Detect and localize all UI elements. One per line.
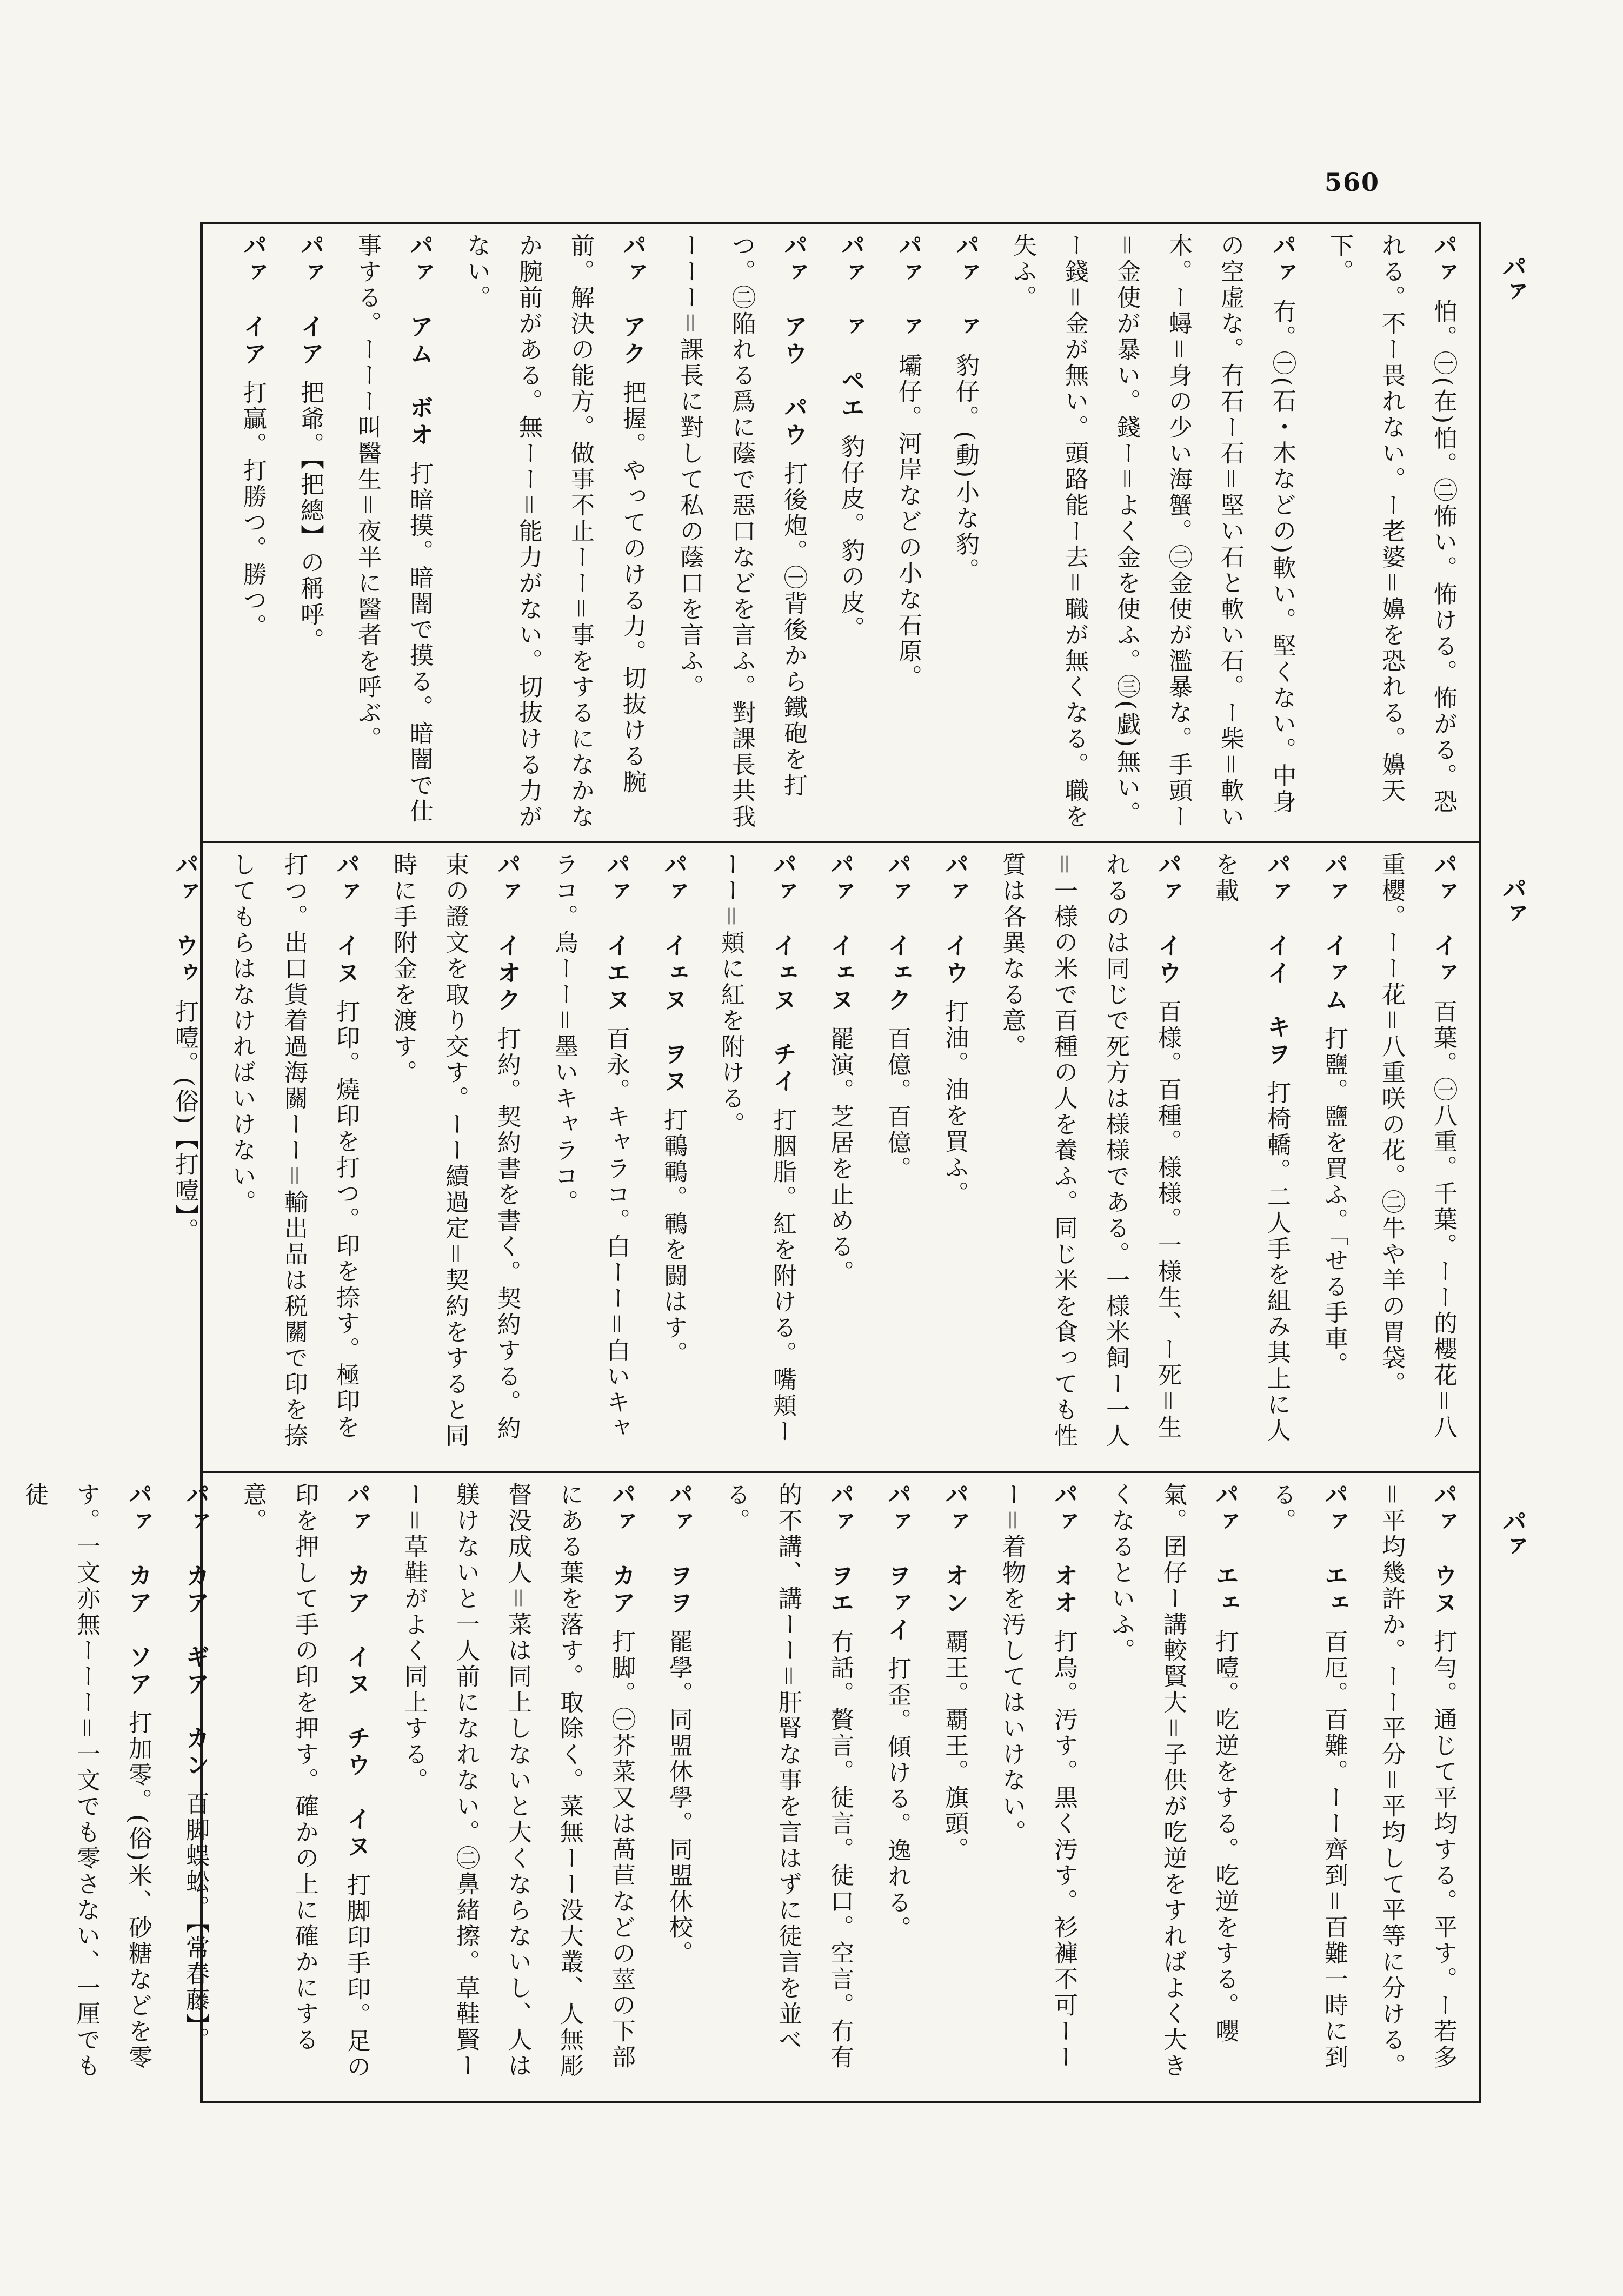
dictionary-entry <box>704 852 808 1461</box>
entry-reading: パァ エェ <box>1211 1482 1239 1617</box>
entry-reading: パァ ァ <box>894 233 922 341</box>
entry-definition: 壩仔。河岸などの小な石原。 <box>894 353 922 691</box>
dictionary-entry <box>663 233 819 831</box>
entry-reading: パァ イア <box>296 233 324 368</box>
dictionary-entry <box>377 852 533 1461</box>
dictionary-entry <box>1365 852 1469 1461</box>
entry-reading: パァ イイ キヲ <box>1263 852 1291 1069</box>
entry-definition: 打噎。(俗)【打噎】。 <box>171 999 198 1244</box>
entry-definition: 打約。契約書を書く。契約する。約束の證文を取り交す。ーー續過定＝契約をすると同時に手附金を渡す。 <box>389 852 521 1449</box>
entry-definition: 百様。百種。様様。一様生、ー死＝生れるのは同じで死方は様様である。一様米飼ー一人＝一様の米で百種の人を養ふ。同じ米を食っても性質は各異なる意。 <box>998 852 1181 1449</box>
dictionary-entry <box>227 1482 382 2092</box>
entry-definition: 冇。㊀(石・木などの)軟い。堅くない。中身の空虚な。冇石ー石＝堅い石と軟い石。ー柴＝軟い木。ー蟳＝身の少い海蟹。㊁金使が濫暴な。手頭ー＝金使が暴い。錢ー＝よく金を使ふ。㊂(戯)無い。ー錢＝金が無い。頭路能ー去＝職が無くなる。職を失ふ。 <box>1009 233 1296 830</box>
entry-reading: パァ アム ボオ <box>405 233 433 449</box>
entry-reading: パァ ァ <box>952 233 979 341</box>
dictionary-entry <box>1095 1482 1250 2092</box>
entry-reading: パァ ヲァイ <box>883 1482 911 1644</box>
dictionary-entry <box>986 1482 1089 2092</box>
entry-definition: 打脚。㊀芥菜又は萵苣などの莖の下部にある葉を落す。取除く。菜無ーー没大叢、人無彫督没成人＝菜は同上しないと大くならないし、人は躾けないと一人前になれない。㊁鼻緒擦。草鞋賢ーー＝草鞋がよく同上する。 <box>400 1482 635 2079</box>
entry-reading: パァ イァ <box>1429 852 1457 987</box>
entry-reading: パァ カア ギア カン <box>182 1482 209 1780</box>
entry-reading: パァ ヲエ <box>826 1482 854 1617</box>
entry-definition: 豹仔皮。豹の皮。 <box>837 434 864 642</box>
dictionary-entry <box>928 1482 980 2092</box>
dictionary-entry <box>939 233 991 831</box>
dictionary-entry <box>169 1482 221 2092</box>
entry-reading: パァ オオ <box>1050 1482 1077 1617</box>
dictionary-entry <box>653 1482 704 2092</box>
entry-definition: 打歪。傾ける。逸れる。 <box>883 1656 911 1942</box>
dictionary-entry <box>450 233 658 831</box>
entry-definition: 打鹽。鹽を買ふ。「せる手車。 <box>1320 1026 1348 1378</box>
entry-definition: 百億。百億。 <box>883 1026 911 1182</box>
dictionary-entry <box>928 852 980 1461</box>
entry-reading: パァ イェク <box>883 852 911 1014</box>
dictionary-section-top <box>208 224 1473 840</box>
entry-definition: 打烏。汚す。黒く汚す。衫褲不可ーーー＝着物を汚してはいけない。 <box>998 1482 1077 2071</box>
running-heading: パァ <box>1498 876 1528 926</box>
entry-reading: パァ ヲヲ <box>665 1482 693 1617</box>
entry-reading: パァ ウヌ <box>1429 1482 1457 1617</box>
dictionary-entry <box>986 852 1193 1461</box>
entry-definition: 豹仔。(動)小な豹。 <box>952 353 979 584</box>
entry-definition: 打加零。(俗)米、砂糖などを零す。一文亦無ーーー＝一文でも零さない、一厘でも徒 <box>21 1482 152 2079</box>
entry-reading: パァ カア イヌ チウ イヌ <box>343 1482 370 1861</box>
entry-reading: パァ イウ <box>941 852 968 987</box>
entry-reading: パァ イェヌ チイ <box>769 852 796 1096</box>
entry-definition: 打胭脂。紅を附ける。嘴頬ーーー＝頬に紅を附ける。 <box>717 852 796 1445</box>
entry-definition: 百葉。㊀八重。千葉。ーー的櫻花＝八重櫻。ーー花＝八重咲の花。㊁牛や羊の胃袋。 <box>1378 852 1457 1441</box>
entry-reading: パァ ァ ペエ <box>837 233 864 422</box>
dictionary-entry <box>814 852 866 1461</box>
dictionary-entry <box>284 233 336 831</box>
entry-reading: パァ <box>1268 233 1296 287</box>
entry-definition: 打油。油を買ふ。 <box>941 999 968 1207</box>
dictionary-entry <box>1365 1482 1469 2092</box>
section-divider <box>200 1471 1481 1473</box>
entry-definition: 怕。㊀(在)怕。㊁怖い。怖ける。怖がる。恐れる。不ー畏れない。ー老婆＝嬶を恐れる。嬶天下。 <box>1326 233 1457 815</box>
section-divider <box>200 841 1481 843</box>
entry-definition: 百脚蜈蚣。【常春藤】。 <box>182 1791 209 2053</box>
entry-reading: パァ イェヌ ヲヌ <box>660 852 687 1096</box>
entry-reading: パァ エェ <box>1320 1482 1348 1617</box>
entry-definition: 打印。燒印を打つ。印を捺す。極印を打つ。出口貨着過海關ーー＝輸出品は税關で印を捺してもらはなければいけない。 <box>228 852 360 1449</box>
dictionary-entry <box>341 233 445 831</box>
entry-definition: 把握。やってのける力。切抜ける腕前。解決の能方。做事不止ーー＝事をするになかなか腕前がある。無ーー＝能力がない。切抜ける力がない。 <box>463 233 646 830</box>
entry-definition: 打勻。通じて平均する。平す。ー若多＝平均幾許か。ーー平分＝平均して平等に分ける。 <box>1378 1482 1457 2079</box>
entry-reading: パァ カア <box>608 1482 635 1617</box>
dictionary-entry <box>871 852 923 1461</box>
dictionary-entry <box>1313 233 1469 831</box>
dictionary-entry <box>647 852 699 1461</box>
entry-reading: パァ アウ パウ <box>780 233 807 449</box>
dictionary-entry <box>996 233 1308 831</box>
dictionary-entry <box>8 1482 164 2092</box>
dictionary-entry <box>1308 852 1360 1461</box>
dictionary-entry <box>227 233 278 831</box>
dictionary-entry <box>871 1482 923 2092</box>
page-number: 560 <box>1325 168 1380 197</box>
entry-definition: 百永。キャラコ。白ーー＝白いキャラコ。烏ーー＝墨いキャラコ。 <box>550 852 630 1442</box>
dictionary-section-middle <box>171 844 1473 1470</box>
entry-definition: 百厄。百難。ーー齊到＝百難一時に到る。 <box>1268 1482 1348 2071</box>
entry-definition: 打暗摸。暗闇で摸る。暗闇で仕事する。ーーー叫醫生＝夜半に醫者を呼ぶ。 <box>354 233 433 825</box>
dictionary-entry <box>538 852 642 1461</box>
entry-definition: 冇話。贅言。徒言。徒口。空言。冇有的不講、講ーー＝肝腎な事を言はずに徒言を並べる。 <box>722 1482 854 2071</box>
entry-definition: 打噎。吃逆をする。吃逆をする。嚶氣。囝仔ー講較賢大＝子供が吃逆をすればよく大きくなるといふ。 <box>1107 1482 1239 2079</box>
entry-reading: パァ <box>1429 233 1457 287</box>
entry-definition: 打後炮。㊀背後から鐵砲を打つ。㊁陥れる爲に蔭で惡口などを言ふ。對課長共我ーーー＝課長に對して私の蔭口を言ふ。 <box>676 233 807 830</box>
entry-definition: 罷演。芝居を止める。 <box>826 1026 854 1286</box>
entry-reading: パァ ウゥ <box>171 852 198 987</box>
entry-reading: パァ イオク <box>493 852 521 1014</box>
dictionary-entry <box>158 852 210 1461</box>
dictionary-entry <box>882 233 934 831</box>
entry-reading: パァ イア <box>239 233 267 368</box>
dictionary-entry <box>216 852 371 1461</box>
entry-reading: パァ カア ソア <box>124 1482 152 1698</box>
dictionary-entry <box>1199 852 1302 1461</box>
entry-reading: パァ イェヌ <box>826 852 854 1014</box>
entry-reading: パァ オン <box>941 1482 968 1617</box>
running-heading: パァ <box>1498 254 1528 304</box>
entry-reading: パァ イァム <box>1320 852 1348 1014</box>
dictionary-entry <box>1256 1482 1360 2092</box>
running-heading: パァ <box>1498 1509 1528 1558</box>
entry-definition: 把爺。【把總】の稱呼。 <box>296 380 324 654</box>
entry-reading: パァ イヌ <box>332 852 360 987</box>
entry-definition: 打椅轎。二人手を組み其上に人を載 <box>1211 852 1291 1444</box>
entry-reading: パァ イエヌ <box>602 852 630 1014</box>
entry-definition: 覇王。覇王。旗頭。 <box>941 1629 968 1863</box>
dictionary-entry <box>388 1482 647 2092</box>
entry-definition: 罷學。同盟休學。同盟休校。 <box>665 1629 693 1967</box>
dictionary-section-bottom <box>21 1474 1473 2101</box>
entry-reading: パァ アク <box>618 233 646 368</box>
dictionary-entry <box>710 1482 866 2092</box>
dictionary-entry <box>824 233 876 831</box>
entry-definition: 打鶤鶤。鶤を闘はす。 <box>660 1107 687 1367</box>
entry-definition: 打贏。打勝つ。勝つ。 <box>239 380 267 640</box>
entry-definition: 打脚印手印。足の印を押して手の印を押す。確かの上に確かにする意。 <box>239 1482 370 2080</box>
entry-reading: パァ イウ <box>1154 852 1181 987</box>
